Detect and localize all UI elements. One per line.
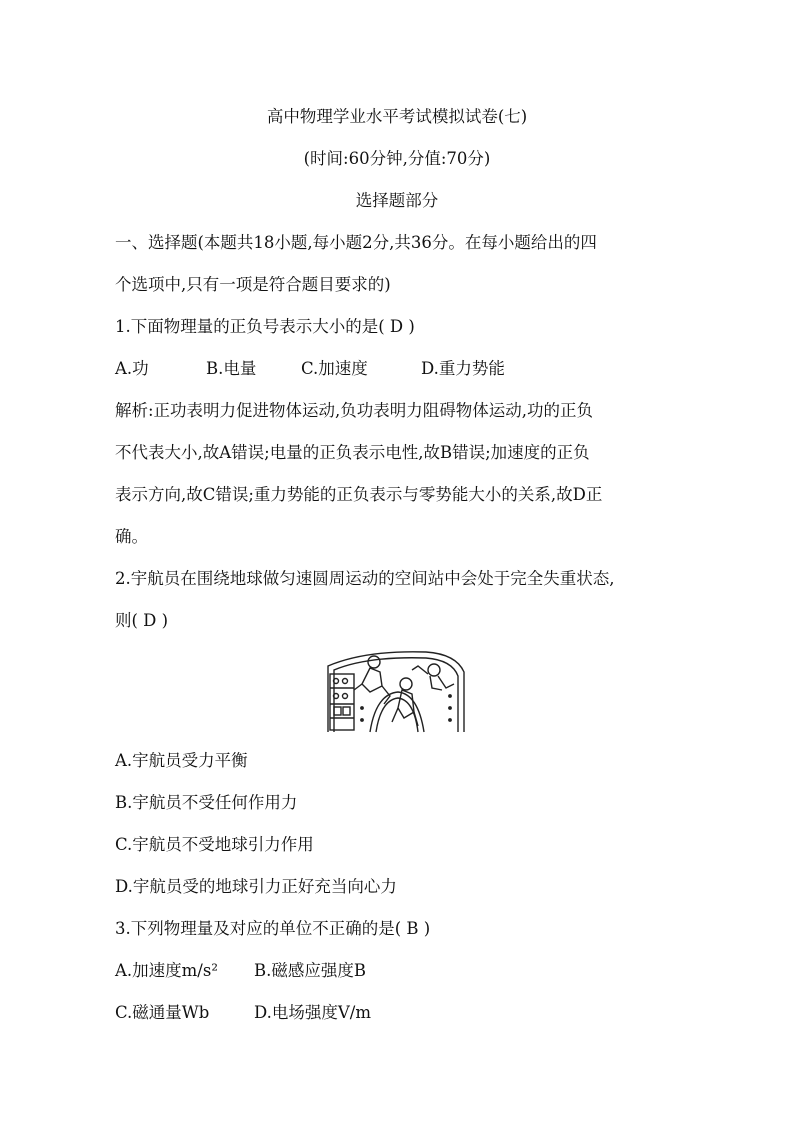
q1-analysis-line-1: 解析:正功表明力促进物体运动,负功表明力阻碍物体运动,功的正负	[115, 401, 594, 420]
q2-option-d: D.宇航员受的地球引力正好充当向心力	[115, 877, 397, 896]
q1-option-a: A.功	[115, 359, 149, 378]
section-title: 选择题部分	[355, 191, 439, 210]
q1-option-c: C.加速度	[301, 359, 368, 378]
question-1-stem: 1.下面物理量的正负号表示大小的是( D )	[115, 317, 415, 336]
q3-option-c: C.磁通量Wb	[115, 1003, 210, 1022]
question-3-stem: 3.下列物理量及对应的单位不正确的是( B )	[115, 919, 431, 938]
q1-analysis-line-2: 不代表大小,故A错误;电量的正负表示电性,故B错误;加速度的正负	[115, 443, 590, 462]
page-title: 高中物理学业水平考试模拟试卷(七)	[266, 107, 528, 126]
astronauts-in-space-station-illustration	[326, 648, 466, 734]
q3-option-b: B.磁感应强度B	[254, 961, 366, 980]
q1-option-b: B.电量	[206, 359, 257, 378]
q3-option-a: A.加速度m/s²	[115, 961, 218, 980]
q2-option-b: B.宇航员不受任何作用力	[115, 793, 298, 812]
q1-analysis-line-3: 表示方向,故C错误;重力势能的正负表示与零势能大小的关系,故D正	[115, 485, 603, 504]
q1-option-d: D.重力势能	[421, 359, 505, 378]
q3-option-d: D.电场强度V/m	[254, 1003, 372, 1022]
exam-info: (时间:60分钟,分值:70分)	[303, 149, 491, 168]
question-2-stem-line-1: 2.宇航员在围绕地球做匀速圆周运动的空间站中会处于完全失重状态,	[115, 569, 615, 588]
q2-option-c: C.宇航员不受地球引力作用	[115, 835, 314, 854]
instructions-line-1: 一、选择题(本题共18小题,每小题2分,共36分。在每小题给出的四	[115, 233, 597, 252]
question-2-stem-line-2: 则( D )	[115, 611, 169, 630]
q2-option-a: A.宇航员受力平衡	[115, 751, 248, 770]
instructions-line-2: 个选项中,只有一项是符合题目要求的)	[115, 275, 391, 294]
q1-analysis-line-4: 确。	[115, 527, 148, 546]
